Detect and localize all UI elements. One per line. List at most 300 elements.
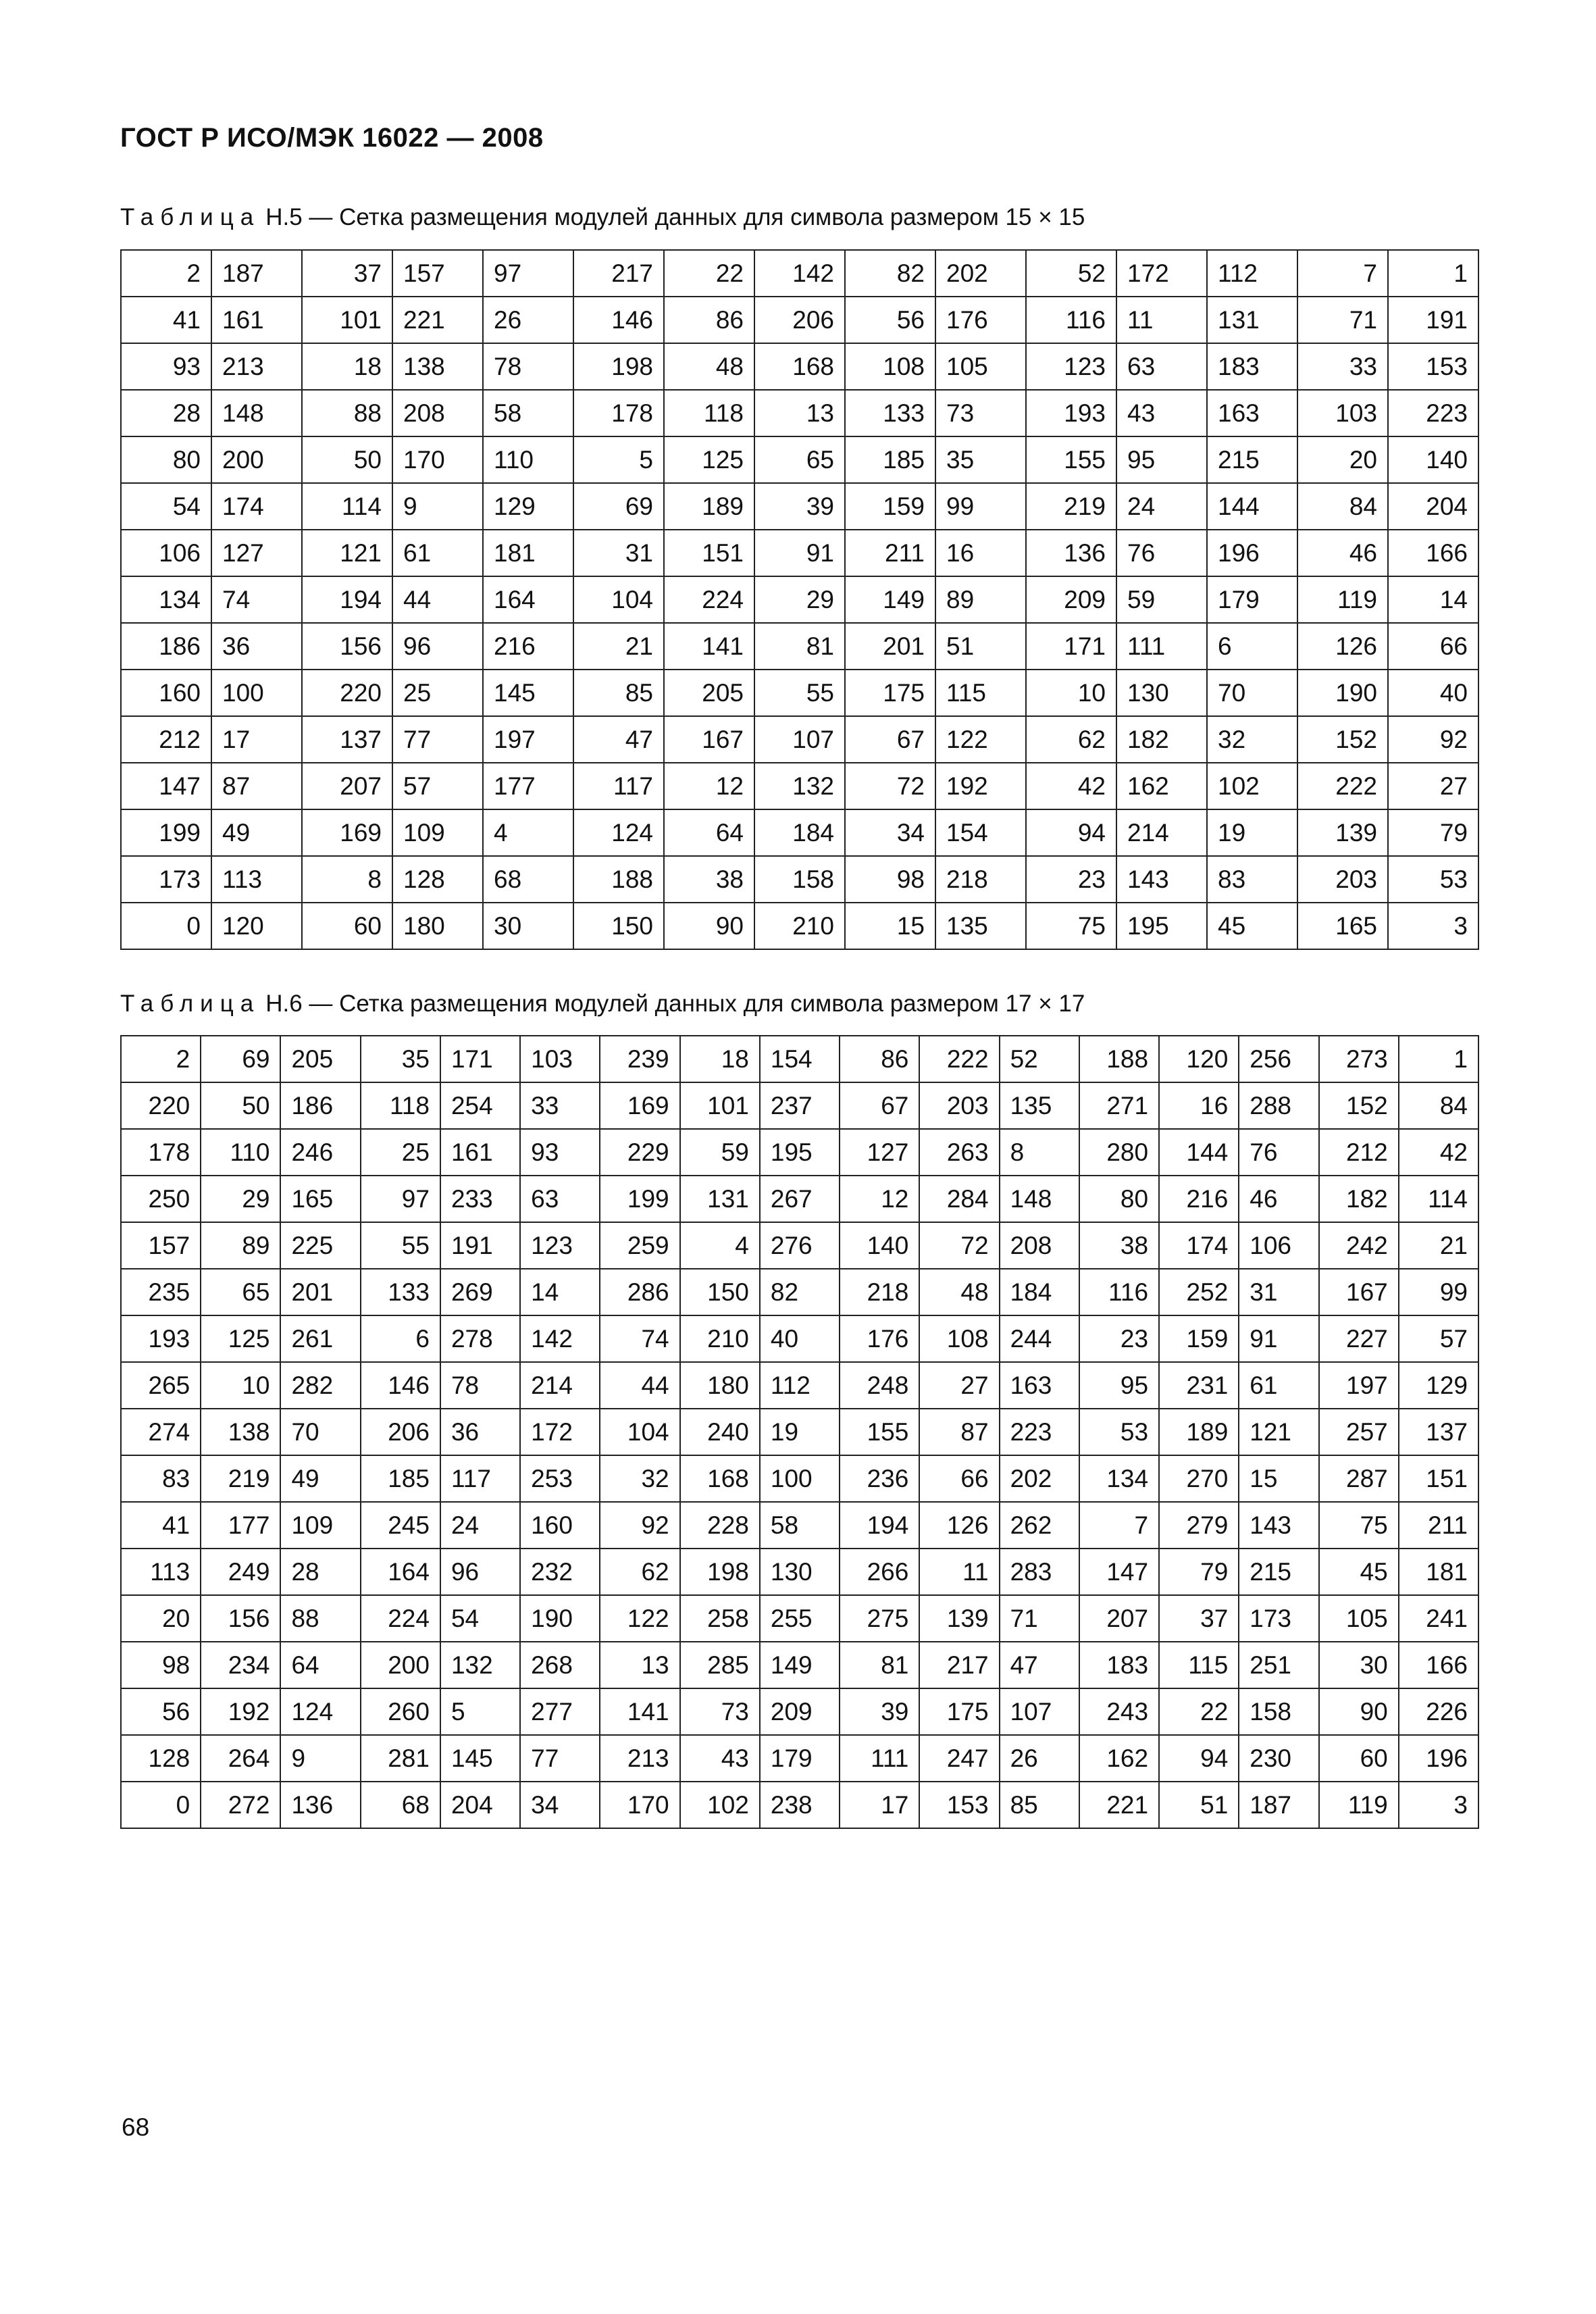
table-cell: 0 — [121, 903, 211, 949]
table-cell: 157 — [392, 250, 483, 297]
table-cell: 159 — [845, 483, 935, 530]
table-cell: 64 — [280, 1642, 360, 1688]
table-cell: 79 — [1159, 1549, 1239, 1595]
table-cell: 187 — [211, 250, 302, 297]
table-cell: 16 — [935, 530, 1026, 576]
table-cell: 168 — [680, 1455, 760, 1502]
table-cell: 6 — [1207, 623, 1297, 670]
table-cell: 100 — [760, 1455, 840, 1502]
table-cell: 62 — [1026, 716, 1116, 763]
caption-text: Н.6 — Сетка размещения модулей данных для символа размером 17 × 17 — [265, 990, 1085, 1017]
table-cell: 255 — [760, 1595, 840, 1642]
table-cell: 222 — [1297, 763, 1388, 809]
table-cell: 202 — [1000, 1455, 1079, 1502]
table-cell: 128 — [392, 856, 483, 903]
table-cell: 182 — [1116, 716, 1207, 763]
table-cell: 272 — [201, 1782, 280, 1828]
table-cell: 224 — [361, 1595, 440, 1642]
table-cell: 154 — [935, 809, 1026, 856]
table-cell: 279 — [1159, 1502, 1239, 1549]
table-cell: 55 — [754, 670, 845, 716]
table-cell: 44 — [392, 576, 483, 623]
table-row — [121, 343, 1478, 390]
table-cell: 268 — [520, 1642, 600, 1688]
table-cell: 244 — [1000, 1315, 1079, 1362]
table-cell: 51 — [935, 623, 1026, 670]
table-row — [121, 763, 1478, 809]
table-cell: 230 — [1239, 1735, 1318, 1782]
table-cell: 113 — [121, 1549, 201, 1595]
table-cell: 31 — [1239, 1269, 1318, 1315]
table-row — [121, 530, 1478, 576]
table-cell: 257 — [1319, 1409, 1399, 1455]
table-cell: 56 — [121, 1688, 201, 1735]
table-cell: 37 — [302, 250, 392, 297]
table-cell: 40 — [760, 1315, 840, 1362]
table-cell: 136 — [280, 1782, 360, 1828]
table-cell: 67 — [840, 1082, 919, 1129]
table-cell: 200 — [361, 1642, 440, 1688]
caption-word: Таблица — [120, 204, 261, 230]
table-cell: 204 — [440, 1782, 520, 1828]
table-cell: 63 — [1116, 343, 1207, 390]
table-cell: 14 — [1388, 576, 1478, 623]
table-cell: 110 — [483, 436, 573, 483]
table-cell: 229 — [600, 1129, 679, 1176]
table-row — [121, 1269, 1478, 1315]
table-cell: 133 — [361, 1269, 440, 1315]
table-cell: 179 — [760, 1735, 840, 1782]
table-cell: 126 — [1297, 623, 1388, 670]
table-cell: 23 — [1026, 856, 1116, 903]
table-cell: 107 — [1000, 1688, 1079, 1735]
table-cell: 176 — [935, 297, 1026, 343]
table-cell: 125 — [664, 436, 754, 483]
table-cell: 204 — [1388, 483, 1478, 530]
table-cell: 208 — [392, 390, 483, 436]
table-cell: 236 — [840, 1455, 919, 1502]
table-cell: 17 — [211, 716, 302, 763]
table-cell: 80 — [1079, 1176, 1159, 1222]
table-cell: 224 — [664, 576, 754, 623]
table-cell: 264 — [201, 1735, 280, 1782]
table-cell: 79 — [1388, 809, 1478, 856]
table-cell: 37 — [1159, 1595, 1239, 1642]
module-grid-17x17-table — [120, 1035, 1479, 1829]
table-cell: 174 — [1159, 1222, 1239, 1269]
table-cell: 11 — [1116, 297, 1207, 343]
table-cell: 205 — [280, 1036, 360, 1082]
table-cell: 215 — [1239, 1549, 1318, 1595]
table-cell: 113 — [211, 856, 302, 903]
table-cell: 270 — [1159, 1455, 1239, 1502]
table-cell: 90 — [664, 903, 754, 949]
table-cell: 147 — [1079, 1549, 1159, 1595]
table-cell: 32 — [600, 1455, 679, 1502]
table-cell: 222 — [919, 1036, 999, 1082]
table-cell: 134 — [1079, 1455, 1159, 1502]
table-cell: 161 — [211, 297, 302, 343]
table-cell: 46 — [1239, 1176, 1318, 1222]
table-cell: 186 — [280, 1082, 360, 1129]
table-cell: 58 — [760, 1502, 840, 1549]
table-cell: 247 — [919, 1735, 999, 1782]
table-cell: 167 — [1319, 1269, 1399, 1315]
table-cell: 226 — [1399, 1688, 1478, 1735]
table-cell: 57 — [1399, 1315, 1478, 1362]
table-cell: 44 — [600, 1362, 679, 1409]
table-cell: 149 — [845, 576, 935, 623]
table-cell: 115 — [1159, 1642, 1239, 1688]
table-cell: 73 — [680, 1688, 760, 1735]
table-cell: 92 — [600, 1502, 679, 1549]
table-cell: 84 — [1399, 1082, 1478, 1129]
table-cell: 108 — [845, 343, 935, 390]
table-row — [121, 716, 1478, 763]
table-cell: 198 — [680, 1549, 760, 1595]
table-cell: 221 — [392, 297, 483, 343]
table-cell: 119 — [1319, 1782, 1399, 1828]
table-cell: 127 — [840, 1129, 919, 1176]
table-cell: 171 — [1026, 623, 1116, 670]
table-cell: 131 — [680, 1176, 760, 1222]
table-cell: 252 — [1159, 1269, 1239, 1315]
table-cell: 148 — [211, 390, 302, 436]
table-cell: 61 — [1239, 1362, 1318, 1409]
table-cell: 25 — [392, 670, 483, 716]
table-cell: 249 — [201, 1549, 280, 1595]
table-cell: 274 — [121, 1409, 201, 1455]
table-cell: 175 — [845, 670, 935, 716]
table-cell: 185 — [361, 1455, 440, 1502]
table-cell: 8 — [1000, 1129, 1079, 1176]
table-cell: 146 — [361, 1362, 440, 1409]
table-cell: 5 — [573, 436, 664, 483]
table-cell: 198 — [573, 343, 664, 390]
table-cell: 73 — [935, 390, 1026, 436]
table-cell: 265 — [121, 1362, 201, 1409]
table-cell: 7 — [1297, 250, 1388, 297]
table-cell: 160 — [121, 670, 211, 716]
table-cell: 117 — [440, 1455, 520, 1502]
table-cell: 239 — [600, 1036, 679, 1082]
table-row — [121, 1455, 1478, 1502]
table-cell: 207 — [1079, 1595, 1159, 1642]
table-cell: 210 — [680, 1315, 760, 1362]
table-cell: 39 — [840, 1688, 919, 1735]
table-cell: 19 — [760, 1409, 840, 1455]
table-cell: 158 — [754, 856, 845, 903]
table-cell: 173 — [1239, 1595, 1318, 1642]
table-cell: 162 — [1079, 1735, 1159, 1782]
table-cell: 85 — [1000, 1782, 1079, 1828]
table-cell: 155 — [840, 1409, 919, 1455]
table-cell: 142 — [754, 250, 845, 297]
table-cell: 28 — [280, 1549, 360, 1595]
table-cell: 150 — [573, 903, 664, 949]
table-cell: 68 — [483, 856, 573, 903]
table-cell: 220 — [121, 1082, 201, 1129]
table-cell: 48 — [664, 343, 754, 390]
table-cell: 253 — [520, 1455, 600, 1502]
table-cell: 260 — [361, 1688, 440, 1735]
table-cell: 41 — [121, 1502, 201, 1549]
table-cell: 12 — [664, 763, 754, 809]
table-cell: 191 — [1388, 297, 1478, 343]
table-cell: 23 — [1079, 1315, 1159, 1362]
table-cell: 34 — [845, 809, 935, 856]
table-cell: 91 — [754, 530, 845, 576]
document-header: ГОСТ Р ИСО/МЭК 16022 — 2008 — [120, 123, 544, 153]
table-cell: 188 — [1079, 1036, 1159, 1082]
table-cell: 142 — [520, 1315, 600, 1362]
table-cell: 278 — [440, 1315, 520, 1362]
table-cell: 187 — [1239, 1782, 1318, 1828]
table-cell: 106 — [1239, 1222, 1318, 1269]
table-cell: 1 — [1388, 250, 1478, 297]
table-cell: 33 — [520, 1082, 600, 1129]
table-cell: 212 — [121, 716, 211, 763]
table-cell: 159 — [1159, 1315, 1239, 1362]
table-cell: 34 — [520, 1782, 600, 1828]
table-cell: 17 — [840, 1782, 919, 1828]
table-cell: 90 — [1319, 1688, 1399, 1735]
table-cell: 243 — [1079, 1688, 1159, 1735]
table-cell: 190 — [1297, 670, 1388, 716]
table-row — [121, 809, 1478, 856]
table-cell: 165 — [280, 1176, 360, 1222]
table-cell: 211 — [1399, 1502, 1478, 1549]
table-cell: 106 — [121, 530, 211, 576]
table-cell: 82 — [760, 1269, 840, 1315]
table-cell: 12 — [840, 1176, 919, 1222]
table-cell: 203 — [1297, 856, 1388, 903]
table-cell: 176 — [840, 1315, 919, 1362]
table-cell: 119 — [1297, 576, 1388, 623]
table-cell: 116 — [1026, 297, 1116, 343]
table-cell: 81 — [840, 1642, 919, 1688]
table-caption-h6 — [120, 990, 1085, 1017]
table-cell: 135 — [1000, 1082, 1079, 1129]
table-cell: 140 — [1388, 436, 1478, 483]
table-cell: 208 — [1000, 1222, 1079, 1269]
table-cell: 97 — [483, 250, 573, 297]
table-cell: 41 — [121, 297, 211, 343]
table-cell: 174 — [211, 483, 302, 530]
table-cell: 110 — [201, 1129, 280, 1176]
table-cell: 18 — [302, 343, 392, 390]
table-cell: 98 — [121, 1642, 201, 1688]
table-cell: 164 — [361, 1549, 440, 1595]
table-cell: 250 — [121, 1176, 201, 1222]
table-cell: 77 — [392, 716, 483, 763]
table-cell: 52 — [1000, 1036, 1079, 1082]
table-cell: 160 — [520, 1502, 600, 1549]
table-cell: 248 — [840, 1362, 919, 1409]
table-row — [121, 1362, 1478, 1409]
table-cell: 61 — [392, 530, 483, 576]
table-cell: 59 — [1116, 576, 1207, 623]
table-cell: 134 — [121, 576, 211, 623]
table-cell: 10 — [201, 1362, 280, 1409]
table-cell: 57 — [392, 763, 483, 809]
table-cell: 143 — [1239, 1502, 1318, 1549]
table-cell: 172 — [520, 1409, 600, 1455]
table-cell: 95 — [1079, 1362, 1159, 1409]
table-cell: 43 — [680, 1735, 760, 1782]
table-cell: 16 — [1159, 1082, 1239, 1129]
table-cell: 235 — [121, 1269, 201, 1315]
table-cell: 40 — [1388, 670, 1478, 716]
table-row — [121, 623, 1478, 670]
table-cell: 86 — [840, 1036, 919, 1082]
table-cell: 271 — [1079, 1082, 1159, 1129]
table-cell: 107 — [754, 716, 845, 763]
table-cell: 165 — [1297, 903, 1388, 949]
table-cell: 58 — [483, 390, 573, 436]
table-cell: 66 — [1388, 623, 1478, 670]
table-cell: 154 — [760, 1036, 840, 1082]
table-cell: 153 — [1388, 343, 1478, 390]
table-cell: 201 — [845, 623, 935, 670]
table-cell: 71 — [1297, 297, 1388, 343]
table-cell: 141 — [600, 1688, 679, 1735]
table-cell: 217 — [919, 1642, 999, 1688]
table-cell: 60 — [302, 903, 392, 949]
table-cell: 130 — [760, 1549, 840, 1595]
table-cell: 167 — [664, 716, 754, 763]
table-cell: 211 — [845, 530, 935, 576]
table-cell: 140 — [840, 1222, 919, 1269]
table-cell: 114 — [302, 483, 392, 530]
table-cell: 276 — [760, 1222, 840, 1269]
table-cell: 284 — [919, 1176, 999, 1222]
table-cell: 193 — [121, 1315, 201, 1362]
table-cell: 49 — [280, 1455, 360, 1502]
table-cell: 43 — [1116, 390, 1207, 436]
table-cell: 120 — [211, 903, 302, 949]
table-cell: 170 — [392, 436, 483, 483]
table-cell: 136 — [1026, 530, 1116, 576]
table-cell: 14 — [520, 1269, 600, 1315]
table-cell: 54 — [121, 483, 211, 530]
table-cell: 218 — [935, 856, 1026, 903]
table-cell: 122 — [935, 716, 1026, 763]
table-cell: 213 — [600, 1735, 679, 1782]
table-cell: 38 — [1079, 1222, 1159, 1269]
table-cell: 59 — [680, 1129, 760, 1176]
table-cell: 25 — [361, 1129, 440, 1176]
table-cell: 194 — [840, 1502, 919, 1549]
table-cell: 36 — [211, 623, 302, 670]
table-cell: 71 — [1000, 1595, 1079, 1642]
table-cell: 27 — [1388, 763, 1478, 809]
table-cell: 47 — [1000, 1642, 1079, 1688]
table-row — [121, 297, 1478, 343]
table-cell: 123 — [1026, 343, 1116, 390]
table-cell: 94 — [1159, 1735, 1239, 1782]
table-cell: 112 — [760, 1362, 840, 1409]
table-cell: 88 — [302, 390, 392, 436]
table-cell: 28 — [121, 390, 211, 436]
module-grid-15x15-table — [120, 249, 1479, 950]
table-cell: 8 — [302, 856, 392, 903]
table-cell: 177 — [201, 1502, 280, 1549]
table-cell: 138 — [392, 343, 483, 390]
table-cell: 75 — [1319, 1502, 1399, 1549]
table-cell: 20 — [121, 1595, 201, 1642]
table-cell: 97 — [361, 1176, 440, 1222]
table-cell: 184 — [1000, 1269, 1079, 1315]
table-row — [121, 670, 1478, 716]
table-cell: 48 — [919, 1269, 999, 1315]
table-cell: 138 — [201, 1409, 280, 1455]
table-cell: 91 — [1239, 1315, 1318, 1362]
table-row — [121, 436, 1478, 483]
table-cell: 129 — [1399, 1362, 1478, 1409]
table-cell: 72 — [919, 1222, 999, 1269]
table-cell: 122 — [600, 1595, 679, 1642]
table-cell: 137 — [1399, 1409, 1478, 1455]
table-cell: 261 — [280, 1315, 360, 1362]
table-cell: 0 — [121, 1782, 201, 1828]
table-cell: 277 — [520, 1688, 600, 1735]
table-cell: 191 — [440, 1222, 520, 1269]
table-cell: 155 — [1026, 436, 1116, 483]
table-cell: 67 — [845, 716, 935, 763]
table-cell: 120 — [1159, 1036, 1239, 1082]
table-cell: 169 — [302, 809, 392, 856]
table-cell: 125 — [201, 1315, 280, 1362]
table-cell: 83 — [1207, 856, 1297, 903]
table-cell: 13 — [600, 1642, 679, 1688]
table-cell: 214 — [520, 1362, 600, 1409]
table-cell: 152 — [1297, 716, 1388, 763]
table-cell: 92 — [1388, 716, 1478, 763]
table-cell: 180 — [680, 1362, 760, 1409]
table-cell: 203 — [919, 1082, 999, 1129]
table-cell: 38 — [664, 856, 754, 903]
table-cell: 146 — [573, 297, 664, 343]
table-cell: 238 — [760, 1782, 840, 1828]
table-cell: 46 — [1297, 530, 1388, 576]
table-cell: 269 — [440, 1269, 520, 1315]
table-cell: 11 — [919, 1549, 999, 1595]
table-cell: 87 — [919, 1409, 999, 1455]
table-cell: 54 — [440, 1595, 520, 1642]
table-cell: 166 — [1399, 1642, 1478, 1688]
table-cell: 216 — [483, 623, 573, 670]
table-cell: 215 — [1207, 436, 1297, 483]
table-cell: 183 — [1079, 1642, 1159, 1688]
table-cell: 15 — [845, 903, 935, 949]
table-row — [121, 903, 1478, 949]
table-cell: 151 — [1399, 1455, 1478, 1502]
table-cell: 56 — [845, 297, 935, 343]
table-cell: 220 — [302, 670, 392, 716]
table-cell: 121 — [1239, 1409, 1318, 1455]
table-row — [121, 1782, 1478, 1828]
table-cell: 156 — [201, 1595, 280, 1642]
table-cell: 164 — [483, 576, 573, 623]
table-cell: 65 — [754, 436, 845, 483]
table-cell: 181 — [483, 530, 573, 576]
table-cell: 262 — [1000, 1502, 1079, 1549]
table-row — [121, 1735, 1478, 1782]
table-cell: 152 — [1319, 1082, 1399, 1129]
table-cell: 145 — [483, 670, 573, 716]
table-cell: 275 — [840, 1595, 919, 1642]
